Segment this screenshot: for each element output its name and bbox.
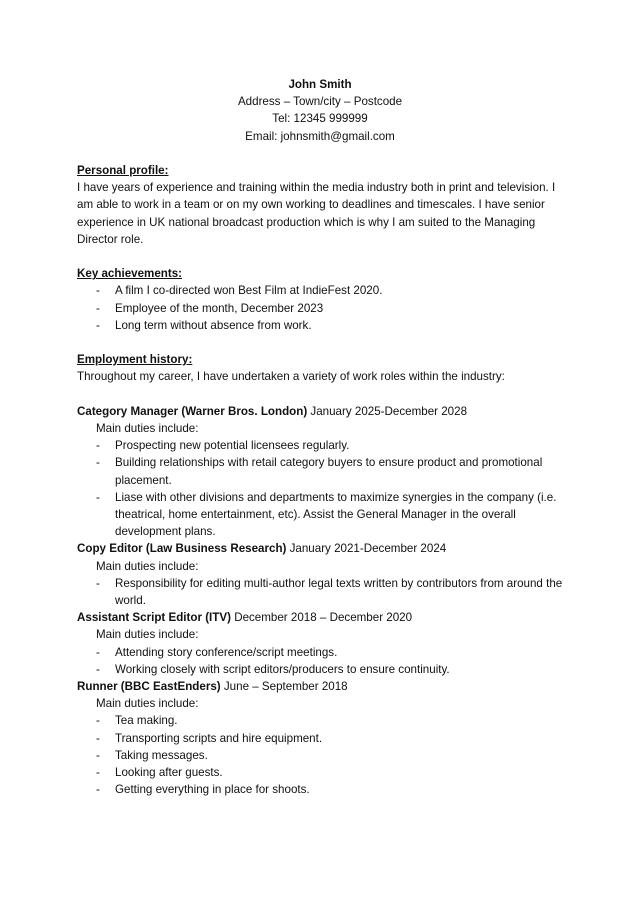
list-item: - Attending story conference/script meetings. [77, 644, 563, 661]
dash-bullet: - [96, 645, 100, 659]
candidate-name: John Smith [288, 78, 352, 91]
duties-list [77, 575, 563, 609]
dash-bullet: - [96, 576, 100, 590]
key-achievements-section [77, 265, 563, 334]
cv-header [77, 76, 563, 145]
job-header [77, 403, 563, 420]
list-item: - Transporting scripts and hire equipment. [77, 730, 563, 747]
dash-bullet: - [96, 439, 100, 453]
job-title: Copy Editor (Law Business Research) [77, 542, 287, 556]
job-entry [77, 540, 563, 609]
personal-profile-heading: Personal profile: [77, 164, 169, 177]
list-item: - Long term without absence from work. [77, 317, 563, 334]
job-title: Runner (BBC EastEnders) [77, 680, 221, 694]
dash-bullet: - [96, 731, 100, 745]
duties-label: Main duties include: [96, 697, 199, 711]
duties-list [77, 712, 563, 798]
job-header [77, 609, 563, 626]
list-item: - Taking messages. [77, 747, 563, 764]
job-dates: January 2025-December 2028 [307, 404, 468, 418]
list-item: - Prospecting new potential licensees regularly. [77, 437, 563, 454]
list-item: - Getting everything in place for shoots. [77, 781, 563, 798]
list-item: - Building relationships with retail category buyers to ensure product and promotional placement. [96, 456, 543, 487]
key-achievements-heading: Key achievements: [77, 267, 183, 281]
list-item: - Working closely with script editors/producers to ensure continuity. [77, 661, 563, 678]
list-item: - Responsibility for editing multi-author legal texts written by contributors from around the world. [96, 576, 563, 608]
list-item: - Looking after guests. [77, 764, 563, 781]
dash-bullet: - [96, 766, 100, 780]
dash-bullet: - [96, 301, 100, 315]
duties-list [77, 437, 563, 540]
dash-bullet: - [96, 783, 100, 797]
list-item: - Employee of the month, December 2023 [77, 300, 563, 317]
dash-bullet: - [96, 456, 100, 470]
duties-list [77, 644, 563, 678]
cv-document [77, 76, 563, 798]
duties-label: Main duties include: [96, 628, 199, 642]
personal-profile-section [77, 162, 563, 248]
employment-intro: Throughout my career, I have undertaken a variety of work roles within the industry: [77, 370, 505, 384]
dash-bullet: - [96, 318, 100, 332]
job-entry [77, 609, 563, 678]
list-item: - A film I co-directed won Best Film at IndieFest 2020. [77, 282, 563, 299]
job-header [77, 678, 563, 695]
dash-bullet: - [96, 714, 100, 728]
duties-label: Main duties include: [96, 559, 199, 573]
job-title: Category Manager (Warner Bros. London) [77, 404, 308, 418]
job-header [77, 540, 563, 557]
job-dates: January 2021-December 2024 [286, 542, 447, 556]
dash-bullet: - [96, 748, 100, 762]
list-item: - Tea making. [77, 712, 563, 729]
employment-history-heading: Employment history: [77, 353, 193, 367]
telephone-line: Tel: 12345 999999 [272, 112, 368, 126]
job-dates: December 2018 – December 2020 [230, 611, 413, 625]
job-entry [77, 403, 563, 541]
employment-history-section [77, 351, 563, 798]
achievements-list [77, 282, 563, 334]
dash-bullet: - [96, 662, 100, 676]
dash-bullet: - [96, 284, 100, 298]
email-line: Email: johnsmith@gmail.com [245, 129, 395, 143]
list-item: - Liase with other divisions and departments to maximize synergies in the company (i.e. theatrical, home entertainment, etc). Assist the General Manager in the overall development plans. [96, 490, 557, 539]
dash-bullet: - [96, 490, 100, 504]
personal-profile-text: I have years of experience and training within the media industry both in print and television. I am able to work in a team or on my own working to deadlines and timescales. I have senior experience in UK national broadcast production which is why I am suited to the Managing Director role. [77, 181, 556, 246]
job-entry [77, 678, 563, 798]
job-dates: June – September 2018 [220, 680, 348, 694]
duties-label: Main duties include: [96, 422, 199, 435]
address-line: Address – Town/city – Postcode [237, 95, 403, 109]
job-title: Assistant Script Editor (ITV) [77, 611, 231, 625]
